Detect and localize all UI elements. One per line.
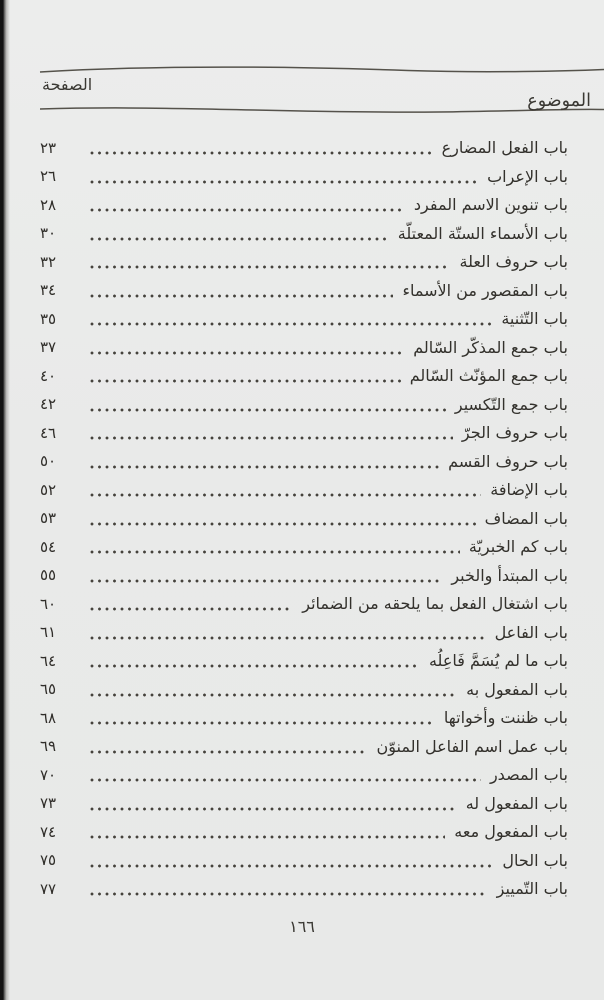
- dot-leader: [90, 493, 481, 497]
- toc-entry-title: باب ظننت وأخواتها: [443, 708, 568, 728]
- toc-row: [40, 134, 568, 163]
- toc-entry-title: باب الإضافة: [490, 480, 568, 500]
- toc-entry-title: باب الحال: [502, 850, 568, 870]
- dot-leader: [90, 693, 457, 697]
- dot-leader: [90, 664, 420, 668]
- dot-leader: [90, 550, 460, 554]
- toc-entry-title: باب المفعول معه: [454, 822, 568, 842]
- toc-entry-page-number: ٣٧: [40, 338, 57, 357]
- toc-row: [40, 818, 568, 847]
- toc-entry-title: باب الفاعل: [494, 622, 568, 642]
- header-rules: [38, 62, 604, 116]
- toc-row: [40, 676, 568, 705]
- toc-entry-page-number: ٢٦: [40, 167, 57, 186]
- toc-entry-title: باب الفعل المضارع: [441, 138, 568, 158]
- toc-entry-page-number: ٣٥: [40, 309, 57, 328]
- dot-leader: [90, 408, 446, 412]
- toc-entry-title: باب عمل اسم الفاعل المنوّن: [376, 736, 568, 756]
- dot-leader: [90, 892, 488, 896]
- toc-entry-page-number: ٤٢: [40, 395, 57, 414]
- toc-row: [40, 562, 568, 591]
- toc-entry-page-number: ٥٣: [40, 509, 57, 528]
- toc-entry-title: باب التّثنية: [501, 309, 568, 329]
- dot-leader: [90, 750, 367, 754]
- toc-entry-page-number: ٦٥: [40, 680, 57, 699]
- toc-row: [40, 875, 568, 904]
- dot-leader: [90, 237, 389, 241]
- toc-entry-page-number: ٥٠: [40, 452, 57, 471]
- toc-entry-title: باب حروف العلة: [459, 252, 568, 272]
- toc-entry-page-number: ٥٢: [40, 480, 57, 499]
- toc-row: [40, 305, 568, 334]
- toc-row: [40, 448, 568, 477]
- toc-entry-title: باب المضاف: [484, 508, 568, 528]
- toc-entry-page-number: ٦٨: [40, 708, 57, 727]
- toc-entry-page-number: ٧٧: [40, 879, 57, 898]
- toc-entry-page-number: ٢٣: [40, 138, 57, 157]
- toc-entry-title: باب كم الخبريّة: [468, 537, 568, 557]
- toc-entry-page-number: ٧٥: [40, 851, 57, 870]
- toc-entry-title: باب حروف الجرّ: [461, 423, 568, 443]
- toc-entry-page-number: ٦٩: [40, 737, 57, 756]
- toc-entry-title: باب الأسماء الستّة المعتلّة: [397, 223, 568, 243]
- toc-row: [40, 277, 568, 306]
- dot-leader: [90, 778, 481, 782]
- dot-leader: [90, 607, 293, 611]
- dot-leader: [90, 835, 445, 839]
- toc-entry-title: باب جمع المؤنّث السّالم: [409, 366, 568, 386]
- toc-entry-page-number: ٦٤: [40, 651, 57, 670]
- toc-entry-page-number: ٤٠: [40, 366, 57, 385]
- folio-page-number: ١٦٦: [289, 917, 315, 936]
- toc-header: [38, 62, 604, 116]
- toc-entry-title: باب المفعول به: [466, 679, 568, 699]
- page-column-label: الصفحة: [42, 75, 93, 94]
- toc-entry-page-number: ٥٥: [40, 566, 57, 585]
- header-rule-bottom: [40, 108, 604, 112]
- dot-leader: [90, 208, 405, 212]
- subject-column-label: الموضوع: [527, 91, 591, 111]
- toc-row: [40, 590, 568, 619]
- dot-leader: [90, 807, 457, 811]
- dot-leader: [90, 265, 450, 269]
- dot-leader: [90, 721, 435, 725]
- toc-row: [40, 220, 568, 249]
- dot-leader: [90, 465, 439, 469]
- dot-leader: [90, 151, 433, 155]
- dot-leader: [90, 294, 393, 298]
- toc-row: [40, 619, 568, 648]
- toc-entry-page-number: ٣٢: [40, 252, 57, 271]
- toc-row: [40, 391, 568, 420]
- toc-row: [40, 847, 568, 876]
- dot-leader: [90, 636, 486, 640]
- toc-row: [40, 533, 568, 562]
- toc-entry-page-number: ٧٠: [40, 765, 57, 784]
- dot-leader: [90, 379, 401, 383]
- toc-entry-page-number: ٦٠: [40, 594, 57, 613]
- dot-leader: [90, 864, 493, 868]
- dot-leader: [90, 322, 492, 326]
- toc-row: [40, 505, 568, 534]
- toc-entry-title: باب حروف القسم: [448, 451, 568, 471]
- dot-leader: [90, 522, 476, 526]
- book-spine-edge: [0, 0, 10, 1000]
- toc-entry-page-number: ٢٨: [40, 195, 57, 214]
- toc-row: [40, 476, 568, 505]
- toc-row: [40, 704, 568, 733]
- dot-leader: [90, 351, 404, 355]
- toc-entry-title: باب المصدر: [489, 765, 568, 785]
- toc-entry-title: باب الإعراب: [487, 166, 568, 186]
- toc-entry-page-number: ٥٤: [40, 537, 57, 556]
- dot-leader: [90, 180, 478, 184]
- toc-row: [40, 362, 568, 391]
- toc-row: [40, 248, 568, 277]
- toc-row: [40, 163, 568, 192]
- page-footer: [0, 917, 604, 936]
- toc-entry-title: باب اشتغال الفعل بما يلحقه من الضمائر: [302, 594, 568, 614]
- toc-row: [40, 191, 568, 220]
- toc-row: [40, 761, 568, 790]
- toc-entry-title: باب المبتدأ والخبر: [451, 565, 568, 585]
- dot-leader: [90, 579, 442, 583]
- toc-row: [40, 790, 568, 819]
- toc-entry-title: باب المقصور من الأسماء: [402, 280, 568, 300]
- dot-leader: [90, 436, 453, 440]
- toc-entry-title: باب ما لم يُسَمَّ فَاعِلُه: [428, 651, 568, 671]
- toc-entry-page-number: ٧٣: [40, 794, 57, 813]
- toc-entry-title: باب تنوين الاسم المفرد: [413, 195, 568, 215]
- toc-entry-page-number: ٧٤: [40, 822, 57, 841]
- header-rule-top: [40, 67, 604, 72]
- toc-entry-title: باب جمع التّكسير: [454, 394, 568, 414]
- toc-entry-page-number: ٣٠: [40, 224, 57, 243]
- toc-row: [40, 733, 568, 762]
- toc-entry-title: باب التّمييز: [496, 879, 568, 899]
- toc-entry-title: باب المفعول له: [465, 793, 568, 813]
- toc-row: [40, 334, 568, 363]
- toc-entry-page-number: ٣٤: [40, 281, 57, 300]
- toc-list: [40, 134, 568, 904]
- toc-row: [40, 419, 568, 448]
- toc-entry-title: باب جمع المذكّر السّالم: [413, 337, 568, 357]
- toc-entry-page-number: ٦١: [40, 623, 57, 642]
- toc-entry-page-number: ٤٦: [40, 423, 57, 442]
- toc-row: [40, 647, 568, 676]
